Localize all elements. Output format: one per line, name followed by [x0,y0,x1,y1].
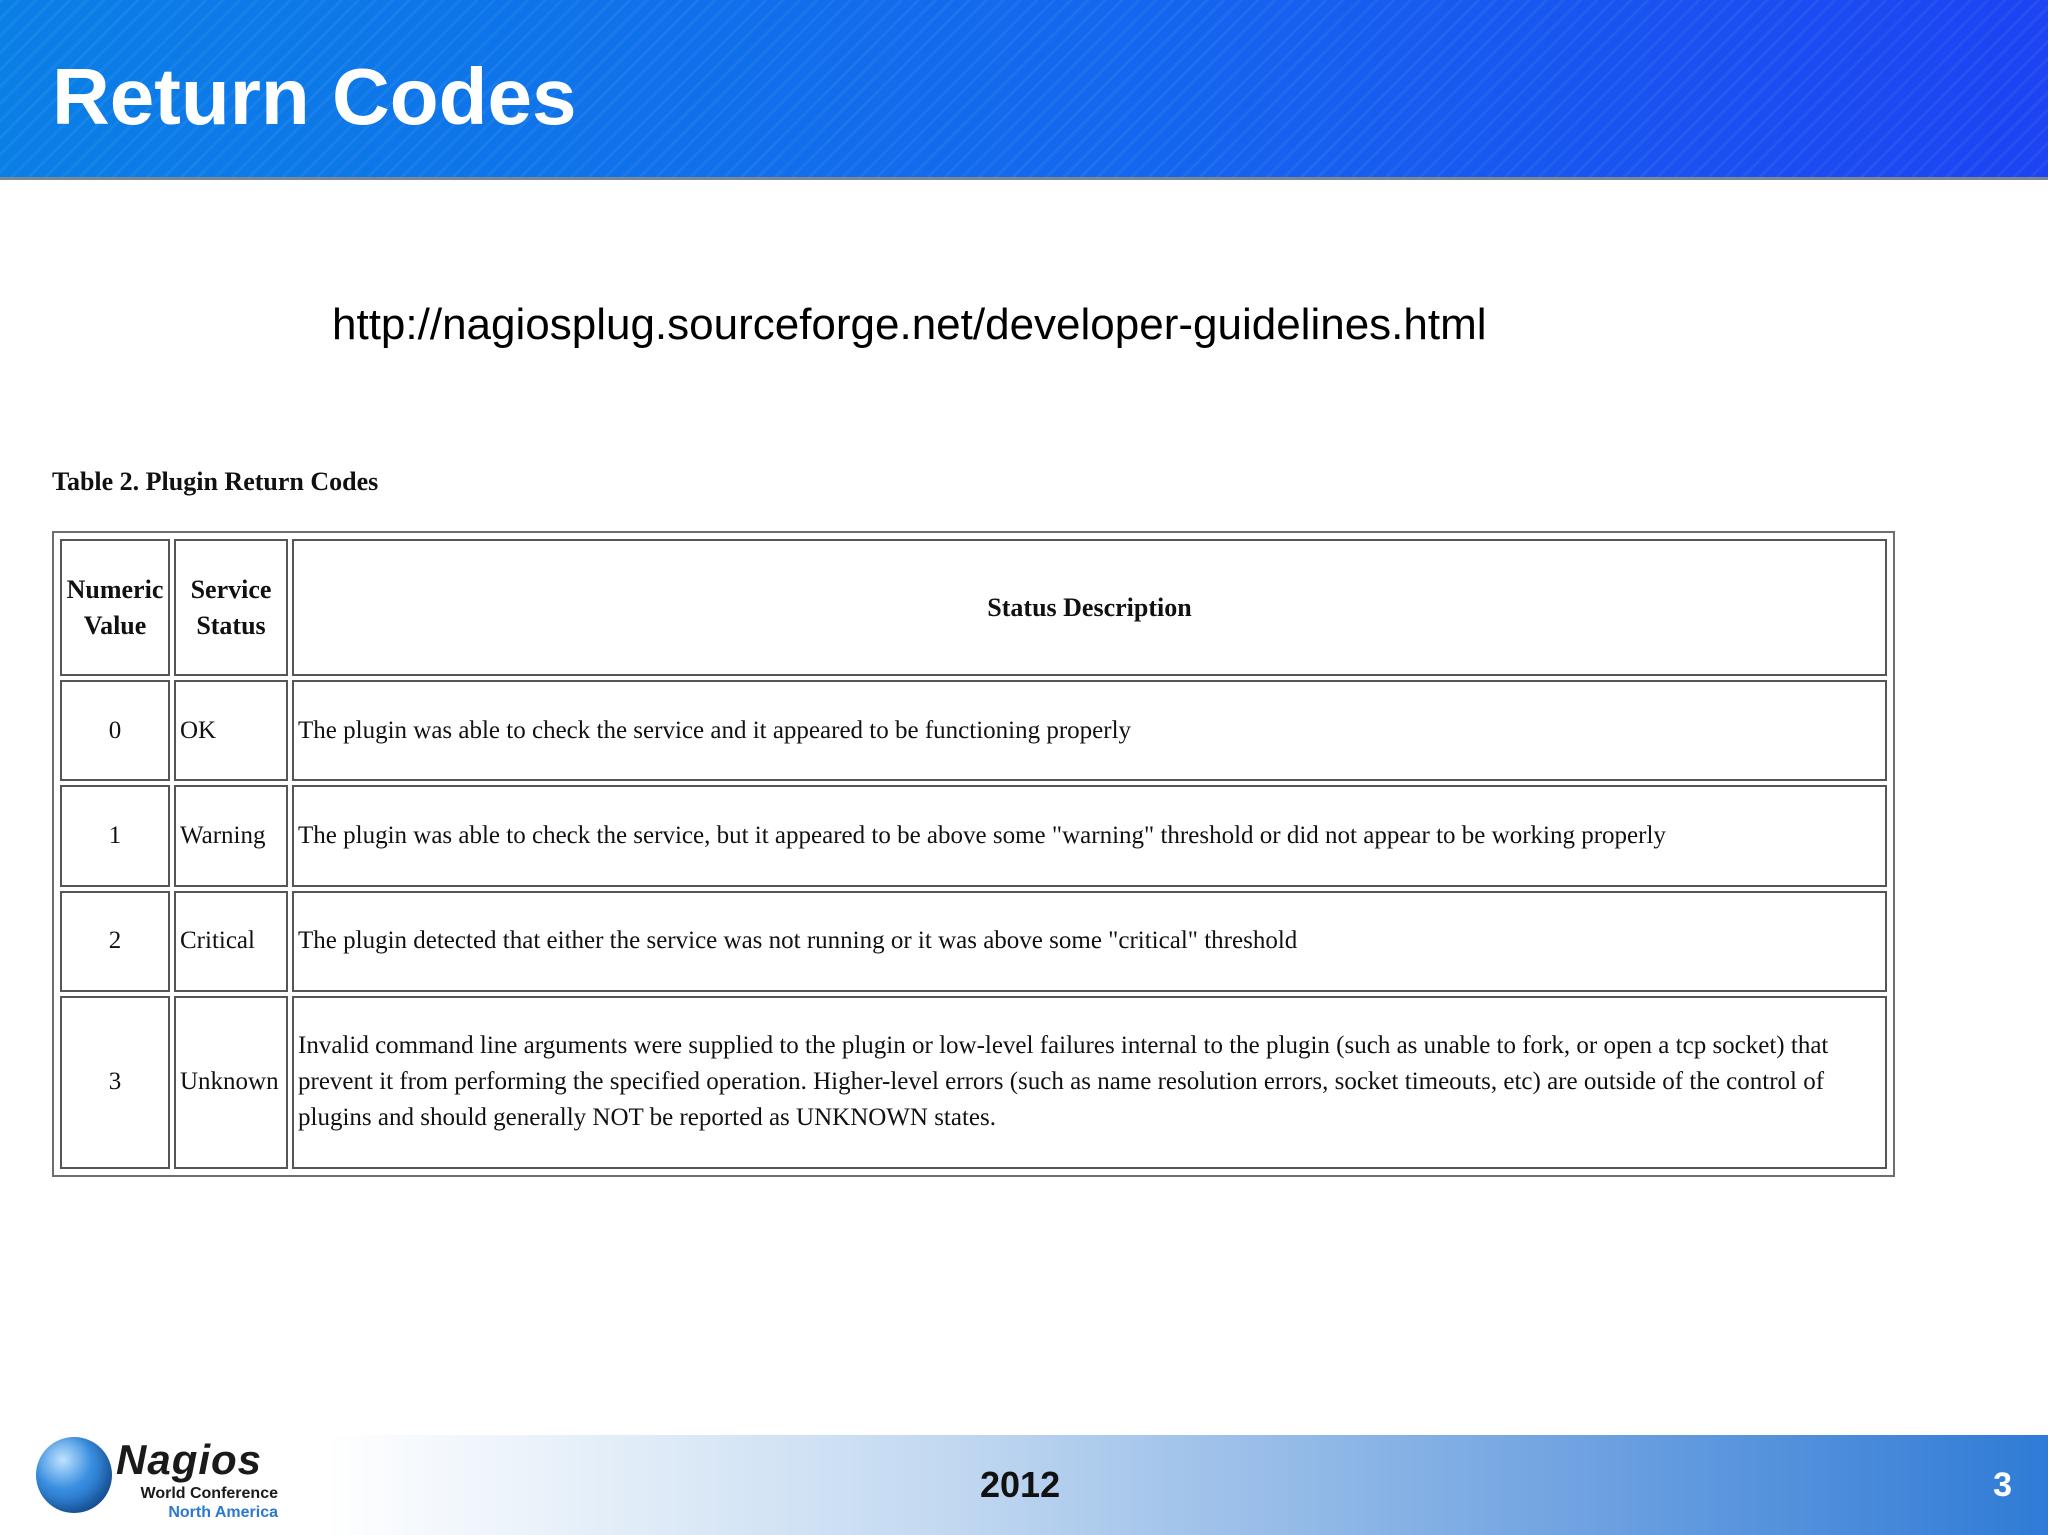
slide-title: Return Codes [52,52,577,141]
nagios-logo [34,1435,294,1535]
footer-band [325,1435,2048,1535]
table-row [60,680,1887,781]
return-codes-table [56,535,1891,1173]
header-numeric-value [60,539,170,676]
table-row [60,891,1887,992]
header-status-line2: Status [196,610,266,640]
cell-service-status: Critical [174,891,288,992]
header-service-status [174,539,288,676]
header-numeric-line1: Numeric [66,574,164,604]
table-header-row [60,539,1887,676]
footer [0,1435,2048,1535]
cell-status-description: Invalid command line arguments were supplied to the plugin or low-level failures internal to the plugin (such as unable to fork, or open a tcp socket) that prevent it from performing the specified operation. Higher-level errors (such as name resolution errors, socket timeouts, etc) are outside of the control of plugins and should generally NOT be reported as UNKNOWN states. [292,996,1887,1169]
cell-service-status: Warning [174,785,288,886]
cell-numeric-value: 2 [60,891,170,992]
page-number: 3 [1993,1466,2012,1504]
cell-numeric-value: 0 [60,680,170,781]
header-status-line1: Service [190,574,272,604]
source-url: http://nagiosplug.sourceforge.net/developer-guidelines.html [332,300,1487,349]
cell-status-description: The plugin detected that either the service was not running or it was above some "critical" threshold [292,891,1887,992]
return-codes-table-frame [52,531,1895,1177]
cell-status-description: The plugin was able to check the service, but it appeared to be above some "warning" threshold or did not appear to be working properly [292,785,1887,886]
table-caption: Table 2. Plugin Return Codes [52,467,379,496]
title-bar [0,0,2048,180]
logo-line-2: North America [168,1504,278,1521]
logo-name: Nagios [116,1436,263,1483]
table-row [60,996,1887,1169]
table-row [60,785,1887,886]
cell-service-status: OK [174,680,288,781]
logo-line-1: World Conference [140,1485,278,1502]
cell-numeric-value: 1 [60,785,170,886]
header-status-description: Status Description [292,539,1887,676]
header-numeric-line2: Value [83,610,147,640]
globe-icon [36,1437,112,1513]
cell-numeric-value: 3 [60,996,170,1169]
footer-year: 2012 [980,1464,1061,1505]
cell-status-description: The plugin was able to check the service and it appeared to be functioning properly [292,680,1887,781]
cell-service-status: Unknown [174,996,288,1169]
